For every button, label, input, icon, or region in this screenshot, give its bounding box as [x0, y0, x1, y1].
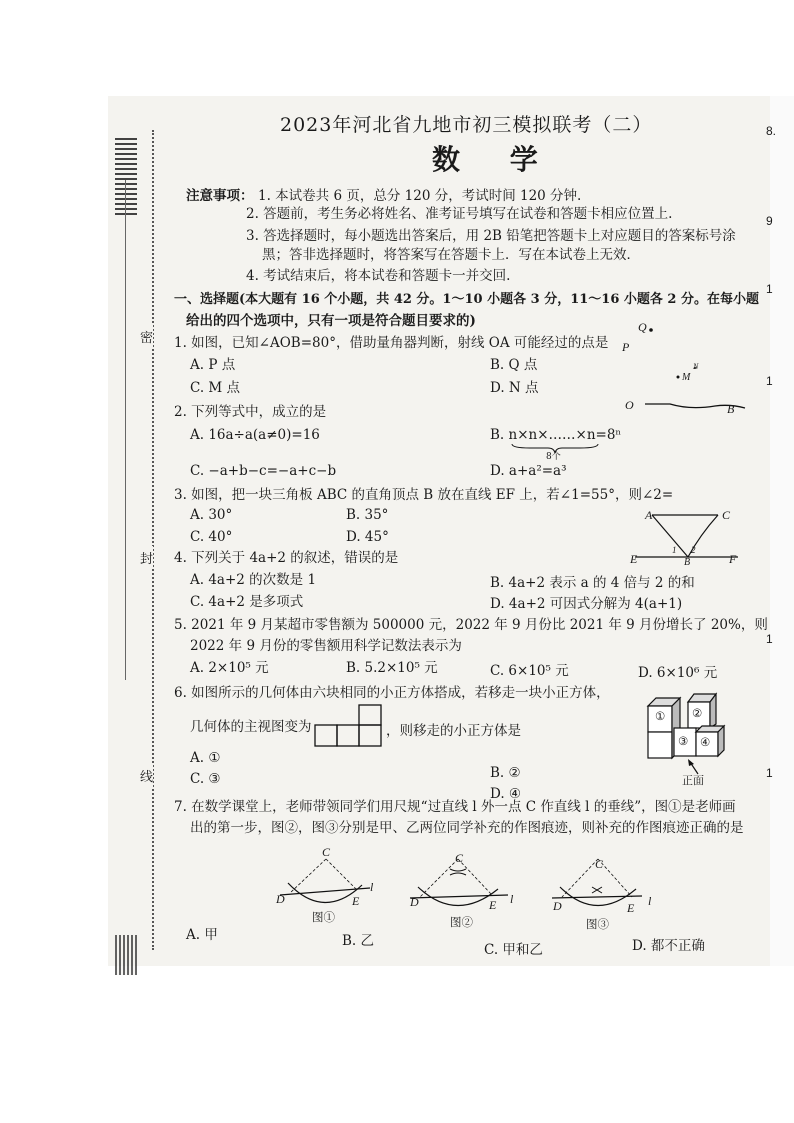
label-q: Q	[638, 320, 647, 334]
binding-pattern-bottom	[115, 935, 137, 975]
fig1-label-l: l	[370, 880, 374, 894]
q7-option-c: C. 甲和乙	[484, 942, 543, 958]
line-l	[552, 896, 642, 898]
label-b: B	[684, 557, 691, 568]
fig3-caption: 图③	[586, 917, 609, 931]
notice-item: 1. 本试卷共 6 页，总分 120 分，考试时间 120 分钟.	[258, 188, 582, 204]
question-7-stem: 7. 在数学课堂上，老师带领同学们用尺规“过直线 l 外一点 C 作直线 l 的垂线”，图①是老师画	[174, 799, 736, 815]
q7-figures	[270, 843, 750, 933]
question-5-stem: 5. 2021 年 9 月某超市零售额为 500000 元，2022 年 9 月份比 2021 年 9 月份增长了 20%，则	[174, 617, 768, 633]
small-arc	[450, 869, 466, 871]
fig2-label-c: C	[455, 851, 464, 865]
fig2-caption: 图②	[450, 915, 473, 929]
label-n: N	[693, 362, 699, 371]
seal-dotted-line	[152, 130, 154, 950]
q3-option-b: B. 35°	[346, 507, 389, 523]
edge-number: 1	[766, 374, 773, 388]
binding-margin	[115, 125, 137, 955]
edge-number: 9	[766, 214, 773, 228]
subject-title: 数 学	[432, 143, 558, 176]
label-a: A	[645, 508, 653, 522]
cube-label-3: ③	[678, 734, 689, 748]
q4-option-a: A. 4a+2 的次数是 1	[190, 572, 317, 588]
front-view-figure	[314, 704, 384, 748]
fig3-label-l: l	[648, 894, 652, 908]
question-3-stem: 3. 如图，把一块三角板 ABC 的直角顶点 B 放在直线 EF 上，若∠1=55°，则∠2=	[174, 487, 674, 503]
q3-option-d: D. 45°	[346, 529, 389, 545]
arc	[288, 883, 362, 903]
q3-option-c: C. 40°	[190, 529, 233, 545]
section-heading-2: 给出的四个选项中，只有一项是符合题目要求的)	[186, 313, 476, 329]
question-7-stem-2: 出的第一步，图②，图③分别是甲、乙两位同学补充的作图痕迹，则补充的作图痕迹正确的是	[190, 820, 744, 836]
label-angle-1: 1	[672, 545, 677, 555]
fig3-label-e: E	[627, 901, 635, 915]
cube-face	[648, 732, 672, 758]
edge-number: 1	[766, 766, 773, 780]
label-o: O	[625, 398, 634, 412]
notice-item: 2. 答题前，考生务必将姓名、准考证号填写在试卷和答题卡相应位置上.	[246, 206, 673, 222]
fig2-label-l: l	[510, 892, 514, 906]
q6-option-b: B. ②	[490, 765, 521, 781]
q1-option-a: A. P 点	[190, 357, 236, 373]
next-page-edge	[770, 96, 794, 966]
fig1-label-c: C	[322, 845, 331, 859]
label-c: C	[722, 508, 731, 522]
question-5-stem-2: 2022 年 9 月份的零售额用科学记数法表示为	[190, 638, 462, 654]
q7-option-d: D. 都不正确	[632, 938, 705, 954]
edge-number: 1	[766, 632, 773, 646]
notice-item: 3. 答选择题时，每小题选出答案后，用 2B 铅笔把答题卡上对应题目的答案标号涂	[246, 228, 736, 244]
label-p: P	[622, 340, 630, 354]
exam-title: 2023年河北省九地市初三模拟联考（二）	[280, 114, 653, 136]
point-m	[677, 376, 680, 379]
q2-option-b: B. n×n×……×n=8ⁿ	[490, 427, 622, 443]
fig3-label-c: C	[595, 857, 604, 871]
q4-option-c: C. 4a+2 是多项式	[190, 594, 304, 610]
question-6-stem-2a: 几何体的主视图变为	[190, 719, 312, 735]
label-e: E	[630, 552, 638, 566]
fig3-label-d: D	[553, 899, 562, 913]
front-view-cell	[359, 705, 381, 725]
dashed-ce	[326, 859, 356, 889]
notice-item: 4. 考试结束后，将本试卷和答题卡一并交回.	[246, 268, 511, 284]
side-ab	[652, 515, 688, 557]
q5-option-a: A. 2×10⁵ 元	[190, 660, 269, 676]
q6-option-c: C. ③	[190, 771, 221, 787]
front-label: 正面	[682, 774, 704, 787]
q7-option-a: A. 甲	[186, 927, 218, 943]
q6-option-d: D. ④	[490, 786, 522, 802]
edge-number: 1	[766, 282, 773, 296]
q1-option-c: C. M 点	[190, 380, 241, 396]
fig2-label-e: E	[489, 898, 497, 912]
q2-brace-label: 8个	[546, 452, 561, 462]
seal-char-xian: 线	[140, 764, 153, 787]
question-1-stem: 1. 如图，已知∠AOB=80°，借助量角器判断，射线 OA 可能经过的点是	[174, 335, 609, 351]
question-6-stem: 6. 如图所示的几何体由六块相同的小正方体搭成，若移走一块小正方体，	[174, 685, 610, 701]
label-angle-2: 2	[691, 545, 696, 555]
q4-option-b: B. 4a+2 表示 a 的 4 倍与 2 的和	[490, 575, 695, 591]
front-view-cell	[337, 725, 359, 746]
point-q	[649, 328, 653, 332]
q5-option-d: D. 6×10⁶ 元	[638, 665, 718, 681]
small-arc	[450, 873, 466, 875]
q7-option-b: B. 乙	[342, 933, 375, 949]
q1-option-b: B. Q 点	[490, 357, 538, 373]
notice-item: 黑；答非选择题时，将答案写在答题卡上．写在本试卷上无效．	[262, 247, 640, 263]
edge-number: 8.	[766, 124, 777, 138]
notice-label: 注意事项：	[186, 188, 254, 204]
front-view-cell	[315, 725, 337, 746]
q6-option-a: A. ①	[190, 750, 221, 766]
label-m: M	[682, 372, 691, 383]
dashed-cd	[420, 859, 458, 897]
question-2-stem: 2. 下列等式中，成立的是	[174, 404, 327, 420]
fig1-label-d: D	[276, 892, 285, 906]
dashed-ce	[598, 859, 632, 897]
dashed-ce	[458, 859, 492, 895]
q2-option-c: C. −a+b−c=−a+c−b	[190, 463, 337, 479]
seal-char-mi: 密	[140, 325, 153, 348]
section-heading: 一、选择题(本大题有 16 个小题，共 42 分。1～10 小题各 3 分，11～16 小题各 2 分。在每小题	[174, 292, 760, 307]
cube-label-4: ④	[700, 735, 711, 749]
cube-label-2: ②	[692, 706, 703, 720]
seal-char-feng: 封	[140, 546, 153, 569]
cube-label-1: ①	[655, 709, 666, 723]
binding-pattern	[115, 135, 137, 215]
dashed-cd	[562, 859, 598, 897]
q2-option-a: A. 16a÷a(a≠0)=16	[190, 427, 320, 443]
binding-rule	[125, 180, 126, 680]
dashed-cd	[290, 859, 326, 893]
fig2-label-d: D	[410, 895, 419, 909]
label-f: F	[729, 552, 737, 566]
q1-option-d: D. N 点	[490, 380, 539, 396]
cube-side	[718, 726, 724, 756]
label-b: B	[727, 402, 735, 416]
q4-option-d: D. 4a+2 可因式分解为 4(a+1)	[490, 596, 683, 612]
fig1-caption: 图①	[312, 910, 335, 924]
cross-mark	[592, 887, 602, 893]
question-6-stem-2b: ，则移走的小正方体是	[386, 723, 521, 739]
arrow-head	[688, 759, 694, 766]
q2-option-d: D. a+a²=a³	[490, 463, 567, 479]
front-view-cell	[359, 725, 381, 746]
q5-option-b: B. 5.2×10⁵ 元	[346, 660, 438, 676]
question-4-stem: 4. 下列关于 4a+2 的叙述，错误的是	[174, 550, 399, 566]
q5-option-c: C. 6×10⁵ 元	[490, 663, 569, 679]
q3-option-a: A. 30°	[190, 507, 233, 523]
fig1-label-e: E	[352, 894, 360, 908]
